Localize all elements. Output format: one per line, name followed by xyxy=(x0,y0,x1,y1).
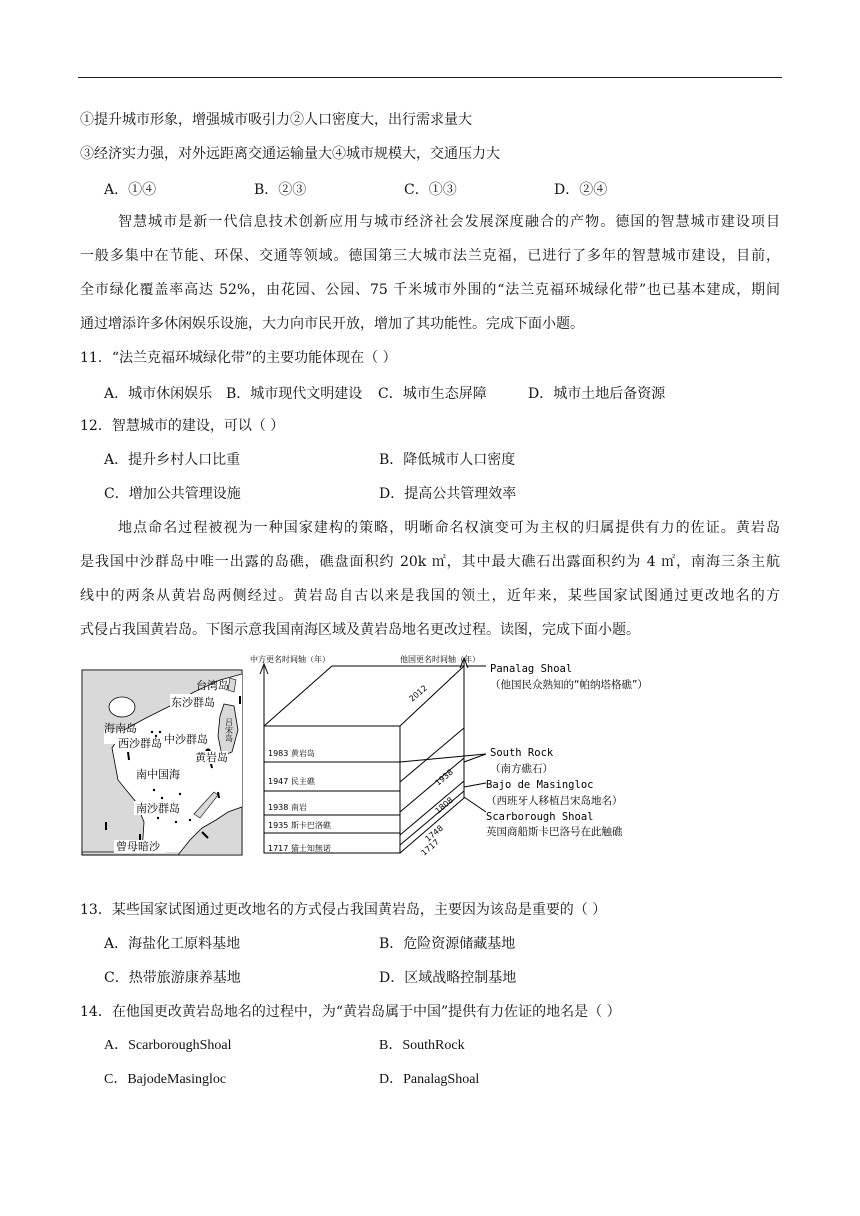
passage2-line-4: 式侵占我国黄岩岛。下图示意我国南海区域及黄岩岛地名更改过程。读图，完成下面小题。 xyxy=(80,622,640,638)
label-bajo-note: （西班牙人移植吕宋岛地名） xyxy=(486,795,623,807)
other-year-1748: 1748 xyxy=(423,823,445,844)
q12-choice-b[interactable]: B．降低城市人口密度 xyxy=(379,452,516,468)
label-south-rock: South Rock xyxy=(490,747,554,759)
header-rule xyxy=(78,77,782,78)
map-label-taiwan: 台湾岛 xyxy=(196,679,229,692)
china-entry-1938: 1938 南岩 xyxy=(268,803,307,812)
q11-choice-a[interactable]: A．城市休闲娱乐 xyxy=(104,386,213,402)
other-year-1808: 1808 xyxy=(433,795,455,816)
q10-option-line-2: ③经济实力强，对外远距离交通运输量大④城市规模大，交通压力大 xyxy=(80,146,500,162)
label-panalag: Panalag Shoal xyxy=(490,663,573,675)
other-axis-title: 他国更名时间轴（年） xyxy=(400,655,480,664)
china-axis-title: 中方更名时间轴（年） xyxy=(250,655,330,664)
q14-choice-b[interactable]: B．SouthRock xyxy=(379,1038,465,1053)
q10-choice-d[interactable]: D．②④ xyxy=(554,182,608,198)
q10-choices xyxy=(104,179,607,199)
south-china-sea-figure xyxy=(82,652,682,857)
q12-stem: 12．智慧城市的建设，可以（ ） xyxy=(80,418,285,434)
map-label-dongsha: 东沙群岛 xyxy=(171,696,215,709)
label-panalag-note: （他国民众熟知的“帕纳塔格礁”） xyxy=(490,679,648,691)
passage2-line-2: 是我国中沙群岛中唯一出露的岛礁，礁盘面积约 20k ㎡，其中最大礁石出露面积约为 4 ㎡，南海三条主航 xyxy=(80,554,780,570)
china-entry-1983: 1983 黄岩岛 xyxy=(268,749,315,758)
label-scarborough-note: 英国商船斯卡巴洛号在此触礁 xyxy=(486,826,623,838)
q10-option-line-1: ①提升城市形象，增强城市吸引力②人口密度大，出行需求量大 xyxy=(80,112,472,128)
q14-choice-d[interactable]: D．PanalagShoal xyxy=(379,1072,480,1087)
q11-choice-c[interactable]: C．城市生态屏障 xyxy=(378,386,487,402)
map-label-zhongsha: 中沙群岛 xyxy=(164,733,208,746)
q13-stem: 13．某些国家试图通过更改地名的方式侵占我国黄岩岛，主要因为该岛是重要的（ ） xyxy=(80,902,607,918)
q13-choice-c[interactable]: C．热带旅游康养基地 xyxy=(104,970,241,986)
map-label-nansha: 南沙群岛 xyxy=(136,802,180,815)
other-year-1717: 1717 xyxy=(419,837,441,858)
map-label-zengmu: 曾母暗沙 xyxy=(116,840,160,853)
q11-choice-d[interactable]: D．城市土地后备资源 xyxy=(528,386,666,402)
hainan-island-shape xyxy=(109,697,135,717)
other-year-2012: 2012 xyxy=(407,683,429,704)
q11-stem: 11．“法兰克福环城绿化带”的主要功能体现在（ ） xyxy=(80,350,397,366)
q10-choice-c[interactable]: C．①③ xyxy=(404,182,457,198)
other-year-1938: 1938 xyxy=(433,767,455,788)
q14-choice-a[interactable]: A．ScarboroughShoal xyxy=(104,1038,232,1053)
q13-choice-d[interactable]: D．区域战略控制基地 xyxy=(379,970,517,986)
q14-choice-c[interactable]: C．BajodeMasingloc xyxy=(104,1072,227,1087)
passage1-line-2: 一般多集中在节能、环保、交通等领域。德国第三大城市法兰克福，已进行了多年的智慧城市建设，目前， xyxy=(80,248,780,264)
q11-choices xyxy=(104,383,665,403)
figure-svg xyxy=(82,652,682,857)
label-scarborough: Scarborough Shoal xyxy=(486,811,594,823)
map-label-south-china-sea: 南中国海 xyxy=(136,768,180,781)
q11-choice-b[interactable]: B．城市现代文明建设 xyxy=(226,386,363,402)
passage2-line-1: 地点命名过程被视为一种国家建构的策略，明晰命名权演变可为主权的归属提供有力的佐证。黄岩岛 xyxy=(118,520,780,536)
china-entry-1947: 1947 民主礁 xyxy=(268,777,315,786)
label-south-rock-note: （南方礁石） xyxy=(490,763,553,775)
label-bajo: Bajo de Masingloc xyxy=(486,779,594,791)
q10-choice-a[interactable]: A．①④ xyxy=(104,182,157,198)
passage1-line-3: 全市绿化覆盖率高达 52%，由花园、公园、75 千米城市外围的“法兰克福环城绿化带”也已基本建成，期间 xyxy=(80,282,780,298)
q12-choice-c[interactable]: C．增加公共管理设施 xyxy=(104,486,241,502)
china-entry-1935: 1935 斯卡巴洛礁 xyxy=(268,821,331,830)
q10-choice-b[interactable]: B．②③ xyxy=(254,182,307,198)
q12-choice-d[interactable]: D．提高公共管理效率 xyxy=(379,486,517,502)
china-entry-1717: 1717 猫士知無诺 xyxy=(268,844,331,853)
passage2-line-3: 线中的两条从黄岩岛两侧经过。黄岩岛自古以来是我国的领土，近年来，某些国家试图通过更改地名的方 xyxy=(80,588,780,604)
map-label-xisha: 西沙群岛 xyxy=(118,737,162,750)
passage1-line-1: 智慧城市是新一代信息技术创新应用与城市经济社会发展深度融合的产物。德国的智慧城市建设项目 xyxy=(118,214,780,230)
q12-choice-a[interactable]: A．提升乡村人口比重 xyxy=(104,452,241,468)
map-label-luzon: 吕宋岛 xyxy=(224,718,234,742)
map-label-huangyan: 黄岩岛 xyxy=(195,751,228,764)
map-label-hainan: 海南岛 xyxy=(104,722,137,735)
q13-choice-a[interactable]: A．海盐化工原料基地 xyxy=(104,936,241,952)
q13-choice-b[interactable]: B．危险资源储藏基地 xyxy=(379,936,516,952)
south-china-sea-map xyxy=(82,670,242,855)
q14-stem: 14．在他国更改黄岩岛地名的过程中，为“黄岩岛属于中国”提供有力佐证的地名是（ ） xyxy=(80,1004,621,1020)
passage1-line-4: 通过增添许多休闲娱乐设施，大力向市民开放，增加了其功能性。完成下面小题。 xyxy=(80,316,584,332)
